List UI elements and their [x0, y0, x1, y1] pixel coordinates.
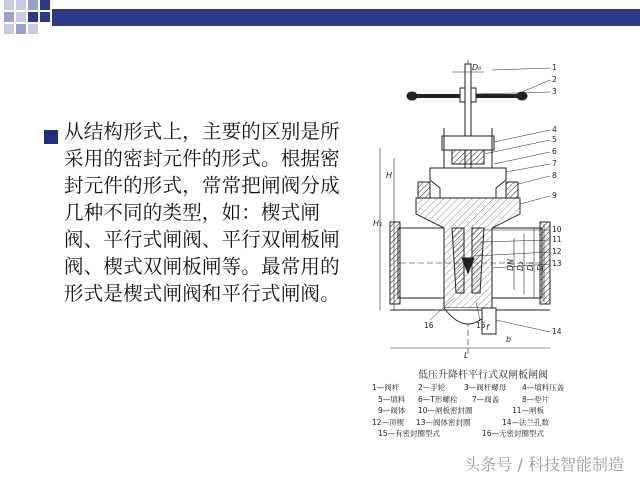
callout-number: 3	[552, 87, 557, 96]
dim-label-b: b	[506, 335, 512, 344]
legend-item: 13—阀体密封圈	[416, 417, 471, 427]
figure-title: 低压升降杆平行式双闸板闸阀	[418, 370, 548, 381]
dim-label-dn: DN	[506, 258, 515, 271]
watermark: 头条号 / 科技智能制造	[464, 455, 624, 474]
callout-number: 11	[552, 235, 562, 244]
legend-item: 16—无密封圈型式	[482, 429, 545, 438]
body-text: 从结构形式上，主要的区别是所采用的密封元件的形式。根据密封元件的形式，常常把闸阀分成几种不同的类型，如：楔式闸阀、平行式闸阀、平行双闸板闸阀、楔式双闸板闸等。最常用的形式是楔式闸阀和平行式闸阀。	[64, 120, 340, 305]
legend-row	[372, 394, 632, 406]
dim-label-d: D	[536, 264, 545, 271]
banner-square	[16, 24, 26, 34]
callout-number: 5	[552, 135, 557, 144]
legend-item: 3—阀杆螺母	[464, 383, 507, 392]
legend-item: 12—顶楔	[372, 417, 405, 427]
callout-number: 1	[552, 63, 557, 72]
legend-item: 5—填料	[378, 394, 406, 404]
figure-legend	[372, 382, 632, 440]
legend-row	[372, 428, 632, 440]
banner-square	[16, 12, 26, 22]
legend-row	[372, 382, 632, 394]
banner-square	[4, 24, 14, 34]
callout-number: 2	[552, 75, 557, 84]
legend-item: 8—垫片	[522, 394, 550, 404]
dim-label-f: f	[486, 323, 489, 332]
callout-number: 9	[552, 191, 557, 200]
callout-number: 8	[552, 171, 557, 180]
callout-number: 6	[552, 147, 557, 156]
callout-number: 4	[552, 125, 557, 134]
legend-item: 15—有密封圈型式	[378, 429, 441, 438]
banner-square	[4, 12, 14, 22]
dim-label-h: H	[386, 171, 393, 180]
header-banner	[0, 0, 640, 36]
dim-label-d2: D₂	[516, 261, 525, 271]
legend-item: 9—阀体	[378, 406, 406, 415]
dim-label-h1: H₁	[373, 219, 383, 228]
callout-number: 16	[424, 321, 434, 330]
banner-square	[28, 12, 38, 22]
legend-row	[372, 405, 632, 417]
banner-square	[40, 12, 50, 22]
legend-item: 7—阀盖	[472, 394, 500, 404]
legend-item: 14—法兰孔数	[502, 417, 550, 427]
legend-item: 10—闸板密封圈	[418, 406, 473, 415]
callout-number: 7	[552, 159, 557, 168]
callout-number: 15	[476, 321, 486, 330]
callout-number: 10	[552, 225, 562, 234]
banner-bar	[52, 9, 640, 26]
banner-square	[28, 0, 38, 10]
banner-square	[28, 24, 38, 34]
callout-number: 14	[552, 327, 562, 336]
callout-number: 12	[552, 247, 562, 256]
dim-label-d1: D₁	[526, 261, 535, 271]
legend-item: 4—填料压盖	[522, 383, 565, 392]
dim-label-l: L	[464, 351, 469, 360]
legend-item: 6—T形螺栓	[418, 394, 458, 404]
legend-row	[372, 417, 632, 429]
legend-item: 1—阀杆	[372, 383, 400, 392]
legend-item: 11—闸板	[512, 406, 545, 415]
banner-square	[16, 0, 26, 10]
banner-square	[4, 0, 14, 10]
bullet-marker	[44, 130, 58, 144]
legend-item: 2—手轮	[418, 383, 446, 392]
callout-number: 13	[552, 259, 562, 268]
dim-label-d0: D₀	[472, 63, 482, 72]
banner-square	[40, 0, 50, 10]
gate-valve-diagram	[372, 58, 572, 368]
